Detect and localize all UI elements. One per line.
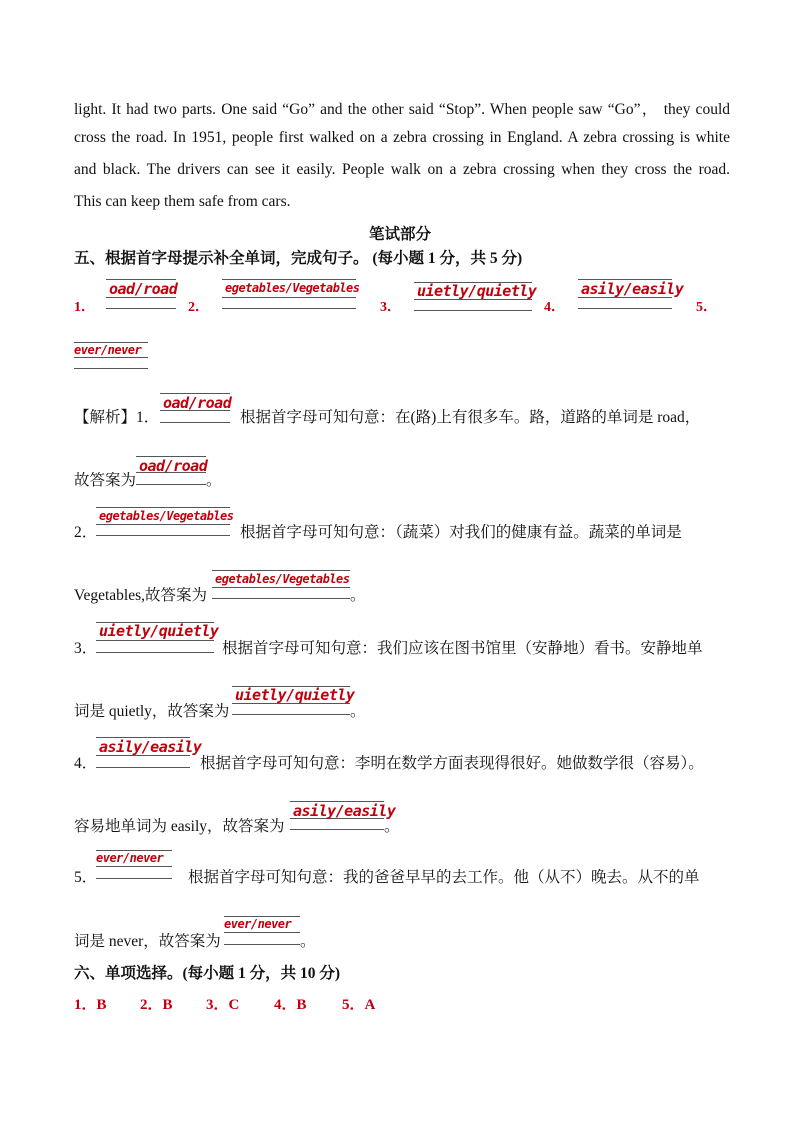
part5-heading: 五、根据首字母提示补全单词，完成句子。 (每小题 1 分，共 5 分) xyxy=(74,250,523,267)
analysis-5-suffix: 。 xyxy=(300,933,316,950)
analysis-2-text: 根据首字母可知句意：（蔬菜）对我们的健康有益。蔬菜的单词是 xyxy=(240,524,682,541)
analysis-2-suffix: 。 xyxy=(350,587,366,604)
passage-line-2: cross the road. In 1951, people first walked on a zebra crossing in England. A zebra crossing is white xyxy=(74,129,730,146)
part5-answer-2-text: egetables/Vegetables xyxy=(225,281,360,295)
analysis-4-answer-text: asily/easily xyxy=(99,738,202,756)
analysis-3-suffix: 。 xyxy=(350,703,366,720)
part6-answer-3: 3．C xyxy=(206,997,240,1013)
part5-answer-5-text: ever/never xyxy=(74,343,142,357)
analysis-5-prefix: 词是 never，故答案为 xyxy=(74,933,221,950)
part5-num-4: 4． xyxy=(544,300,565,315)
analysis-5-num: 5． xyxy=(74,869,98,886)
analysis-2-answer-text: egetables/Vegetables xyxy=(99,509,234,523)
part5-answer-4 xyxy=(578,274,684,310)
analysis-2-answer xyxy=(96,503,234,537)
part5-num-1: 1． xyxy=(74,300,95,315)
analysis-2-num: 2． xyxy=(74,524,98,541)
analysis-4-suffix: 。 xyxy=(384,818,400,835)
analysis-2-answer-b xyxy=(212,566,350,600)
analysis-3-answer-text: uietly/quietly xyxy=(99,622,219,640)
passage-line-1: light. It had two parts. One said “Go” and the other said “Stop”. When people saw “Go”， they could xyxy=(74,101,730,118)
part5-num-2: 2． xyxy=(188,300,209,315)
analysis-1-answer-text: oad/road xyxy=(163,394,232,412)
analysis-3-prefix: 词是 quietly，故答案为 xyxy=(74,703,230,720)
section-title: 笔试部分 xyxy=(368,226,431,243)
analysis-2-prefix: Vegetables,故答案为 xyxy=(74,587,208,604)
analysis-3-text: 根据首字母可知句意：我们应该在图书馆里（安静地）看书。安静地单 xyxy=(222,640,703,657)
analysis-5-answer-text: ever/never xyxy=(96,851,164,865)
analysis-4-answer-b xyxy=(290,797,396,831)
part6-answer-2: 2．B xyxy=(140,997,173,1013)
analysis-4-answer-b-text: asily/easily xyxy=(293,802,396,820)
analysis-1-prefix: 故答案为 xyxy=(74,472,137,489)
analysis-5-answer xyxy=(96,846,172,880)
part5-answer-1-text: oad/road xyxy=(109,280,178,298)
analysis-4-answer xyxy=(96,733,202,769)
part6-answer-4: 4．B xyxy=(274,997,307,1013)
analysis-3-answer-b xyxy=(232,682,355,716)
analysis-4-prefix: 容易地单词为 easily，故答案为 xyxy=(74,818,285,835)
analysis-1-suffix: 。 xyxy=(206,472,222,489)
passage-line-4: This can keep them safe from cars. xyxy=(74,193,291,210)
analysis-1-text: 根据首字母可知句意：在(路)上有很多车。路，道路的单词是 road， xyxy=(240,409,701,426)
analysis-5-text: 根据首字母可知句意：我的爸爸早早的去工作。他（从不）晚去。从不的单 xyxy=(188,869,700,886)
analysis-5-answer-b-text: ever/never xyxy=(224,917,292,931)
part5-answer-2 xyxy=(222,274,360,310)
analysis-3-answer xyxy=(96,618,219,654)
part5-num-5: 5． xyxy=(696,300,717,315)
analysis-5-answer-b xyxy=(224,912,300,946)
part5-answer-1 xyxy=(106,274,176,310)
analysis-1-answer-b xyxy=(136,452,206,486)
analysis-1-answer-b-text: oad/road xyxy=(139,457,208,475)
analysis-4-text: 根据首字母可知句意：李明在数学方面表现得很好。她做数学很（容易）。 xyxy=(200,755,704,772)
part5-answer-3-text: uietly/quietly xyxy=(417,282,537,300)
analysis-4-num: 4． xyxy=(74,755,98,772)
analysis-1-answer xyxy=(160,388,230,424)
passage-line-3: and black. The drivers can see it easily. People walk on a zebra crossing when they cross the road. xyxy=(74,161,730,178)
part6-answer-5: 5．A xyxy=(342,997,376,1013)
analysis-3-num: 3． xyxy=(74,640,98,657)
analysis-2-answer-b-text: egetables/Vegetables xyxy=(215,572,350,586)
part6-answer-1: 1．B xyxy=(74,997,107,1013)
part5-answer-4-text: asily/easily xyxy=(581,280,684,298)
part5-num-3: 3． xyxy=(380,300,401,315)
analysis-tag: 【解析】1． xyxy=(74,409,160,426)
analysis-3-answer-b-text: uietly/quietly xyxy=(235,686,355,704)
part6-heading: 六、单项选择。(每小题 1 分，共 10 分) xyxy=(74,965,341,982)
part5-answer-3 xyxy=(414,278,537,312)
part5-answer-5 xyxy=(74,338,148,370)
